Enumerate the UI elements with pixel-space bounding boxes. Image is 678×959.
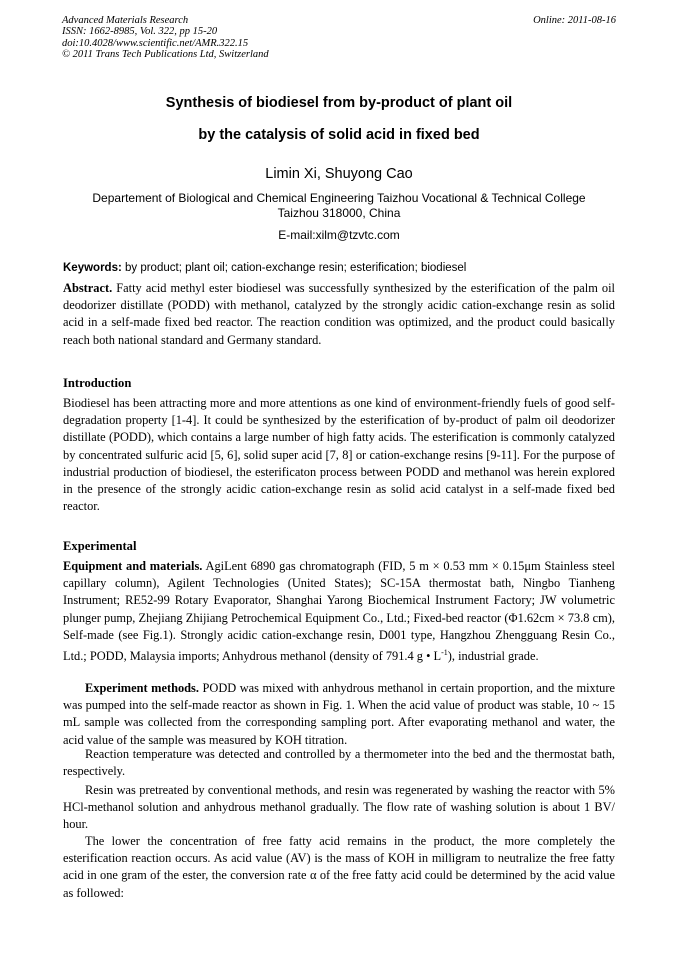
abstract [63, 280, 615, 349]
resin-paragraph: Resin was pretreated by conventional methods, and resin was regenerated by washing the reactor with 5% HCl-methanol solution and anhydrous methanol gradually. The flow rate of washing solution is about 1 BV/ hour. [63, 783, 615, 832]
introduction-text: Biodiesel has been attracting more and more attentions as one kind of environment-friendly fuels of good self-degradation property [1-4]. It could be synthesized by the esterification of by-product of palm oil deodorizer distillate (PODD), which contains a large number of high fatty acids. The esterification is commonly catalyzed by concentrated sulfuric acid [5, 6], solid super acid [7, 8] or cation-exchange resins [9-11]. For the purpose of industrial production of biodiesel, the esterificaton process between PODD and methanol was herein explored in the presence of the strongly acidic cation-exchange resin as solid acid catalyst in a self-made fixed bed reactor. [63, 396, 615, 514]
email: E-mail:xilm@tzvtc.com [278, 228, 400, 242]
doi-line: doi:10.4028/www.scientific.net/AMR.322.15 [62, 37, 249, 49]
methods-paragraph [63, 680, 615, 749]
affiliation-line-2: Taizhou 318000, China [277, 205, 401, 220]
equipment-paragraph [63, 558, 615, 665]
equipment-tail: ), industrial grade. [447, 649, 539, 664]
keywords [63, 262, 618, 274]
issn-line: ISSN: 1662-8985, Vol. 322, pp 15-20 [62, 26, 218, 38]
authors: Limin Xi, Shuyong Cao [265, 166, 413, 182]
introduction-heading: Introduction [63, 376, 132, 390]
equipment-text: AgiLent 6890 gas chromatograph (FID, 5 m × 0.53 mm × 0.15μm Stainless steel capillary column), Agilent Technologies (United States); SC-15A thermostat bath, Ningbo Tianheng Instrument; RE52-99 Rotary Evaporator, Shanghai Yarong Biochemical Instrument Factory; JW volumetric plunger pump, Zhejiang Zhijiang Petrochemical Equipment Co., Ltd.; Fixed-bed reactor (Φ1.62cm × 73.8 cm), Self-made (see Fig.1). Strongly acidic cation-exchange resin, D001 type, Hangzhou Zhengguang Resin Co., Ltd.; PODD, Malaysia imports; Anhydrous methanol (density of 791.4 g • L [63, 559, 615, 664]
journal-name: Advanced Materials Research [62, 15, 189, 26]
acid-value-paragraph: The lower the concentration of free fatty acid remains in the product, the more completely the esterification reaction occurs. As acid value (AV) is the mass of KOH in milligram to neutralize the free fatty acid in one gram of the ester, the conversion rate α of the free fatty acid could be determined by the acid value as followed: [63, 834, 615, 900]
methods-text: PODD was mixed with anhydrous methanol in certain proportion, and the mixture was pumped into the self-made reactor as shown in Fig. 1. When the acid value of product was stable, 10 ~ 15 mL sample was collected from the corresponding sampling port. After evaporating methanol and water, the acid value of the sample was measured by KOH titration. [63, 681, 615, 747]
equipment-label: Equipment and materials. [63, 559, 203, 573]
online-date: Online: 2011-08-16 [533, 15, 616, 26]
experimental-heading: Experimental [63, 539, 137, 553]
temperature-paragraph: Reaction temperature was detected and controlled by a thermometer into the bed and the thermostat bath, respectively. [63, 747, 615, 779]
affiliation-line-1: Departement of Biological and Chemical Engineering Taizhou Vocational & Technical College [92, 191, 586, 205]
abstract-label: Abstract. [63, 281, 113, 295]
copyright-line: © 2011 Trans Tech Publications Ltd, Switzerland [62, 48, 269, 60]
abstract-text: Fatty acid methyl ester biodiesel was successfully synthesized by the esterification of the palm oil deodorizer distillate (PODD) with methanol, catalyzed by the strongly acidic cation-exchange resin as solid acid in a self-made fixed bed reactor. The reaction condition was optimized, and the product could basically reach both national standard and Germany standard. [63, 281, 615, 347]
unit-superscript: -1 [441, 648, 448, 658]
methods-label: Experiment methods. [85, 681, 199, 695]
keywords-label: Keywords: [63, 262, 122, 274]
keywords-text: by product; plant oil; cation-exchange resin; esterification; biodiesel [121, 262, 467, 274]
affiliation [60, 191, 618, 220]
paper-title-line-2: by the catalysis of solid acid in fixed bed [198, 127, 480, 143]
paper-title-line-1: Synthesis of biodiesel from by-product of plant oil [165, 95, 513, 111]
